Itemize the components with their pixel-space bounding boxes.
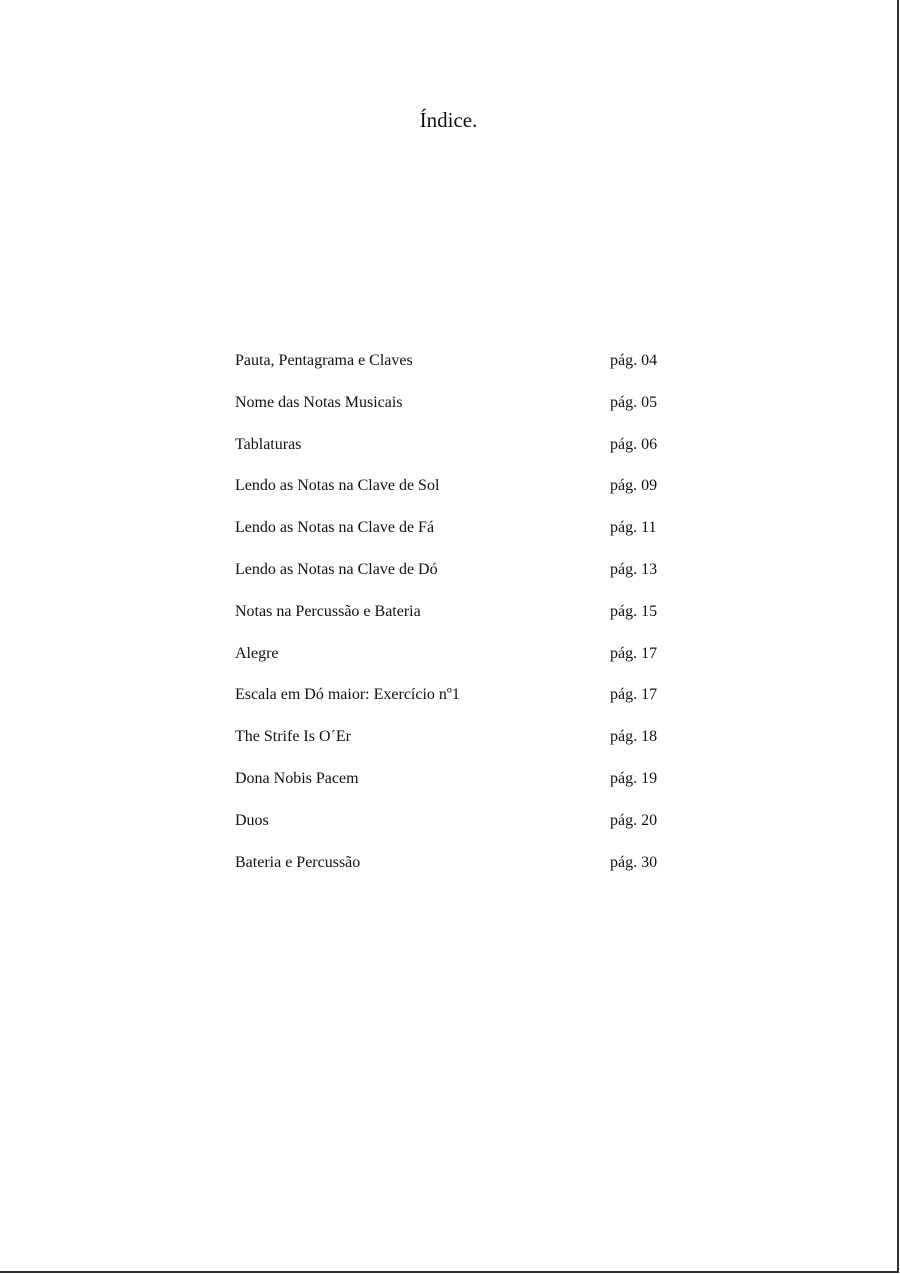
toc-entry	[235, 515, 675, 557]
toc-entry-page: pág. 18	[610, 728, 658, 746]
toc-entry-title: Pauta, Pentagrama e Claves	[235, 352, 413, 369]
toc-entry-page: pág. 05	[610, 393, 658, 411]
toc-entry	[235, 390, 675, 432]
toc-entry	[235, 473, 675, 515]
toc-entry	[235, 766, 675, 808]
toc-entry-title: Dona Nobis Pacem	[235, 769, 359, 787]
toc-entry	[235, 348, 675, 390]
toc-entry-title: Tablaturas	[235, 435, 302, 453]
toc-entry-title: Notas na Percussão e Bateria	[235, 602, 421, 620]
toc-entry-page: pág. 15	[610, 602, 658, 620]
toc-entry	[235, 599, 675, 641]
toc-entry-title: Lendo as Notas na Clave de Dó	[235, 560, 438, 578]
table-of-contents	[235, 348, 675, 891]
toc-entry-title: Lendo as Notas na Clave de Fá	[235, 519, 435, 537]
toc-entry-page: pág. 20	[610, 811, 658, 829]
toc-entry-page: pág. 13	[610, 560, 658, 578]
toc-entry-page: pág. 09	[610, 477, 658, 495]
toc-entry-page: pág. 04	[610, 352, 658, 369]
page-title: Índice.	[419, 108, 478, 132]
toc-entry-title: Alegre	[235, 644, 279, 662]
toc-entry	[235, 724, 675, 766]
toc-entry-title: Lendo as Notas na Clave de Sol	[235, 477, 440, 495]
toc-entry	[235, 850, 675, 892]
toc-entry-page: pág. 17	[610, 644, 658, 662]
toc-entry-page: pág. 06	[610, 435, 658, 453]
toc-entry-title: Bateria e Percussão	[235, 853, 361, 871]
toc-entry-title: The Strife Is O´Er	[235, 728, 351, 746]
toc-entry	[235, 682, 675, 724]
toc-entry-page: pág. 19	[610, 769, 658, 787]
toc-entry-page: pág. 30	[610, 853, 658, 871]
toc-entry	[235, 432, 675, 474]
toc-entry-title: Duos	[235, 811, 269, 829]
toc-entry	[235, 808, 675, 850]
toc-entry	[235, 557, 675, 599]
toc-entry-page: pág. 11	[610, 519, 657, 537]
toc-entry-title: Nome das Notas Musicais	[235, 393, 403, 411]
toc-entry	[235, 641, 675, 683]
toc-entry-page: pág. 17	[610, 686, 658, 704]
toc-entry-title: Escala em Dó maior: Exercício nº1	[235, 686, 460, 704]
